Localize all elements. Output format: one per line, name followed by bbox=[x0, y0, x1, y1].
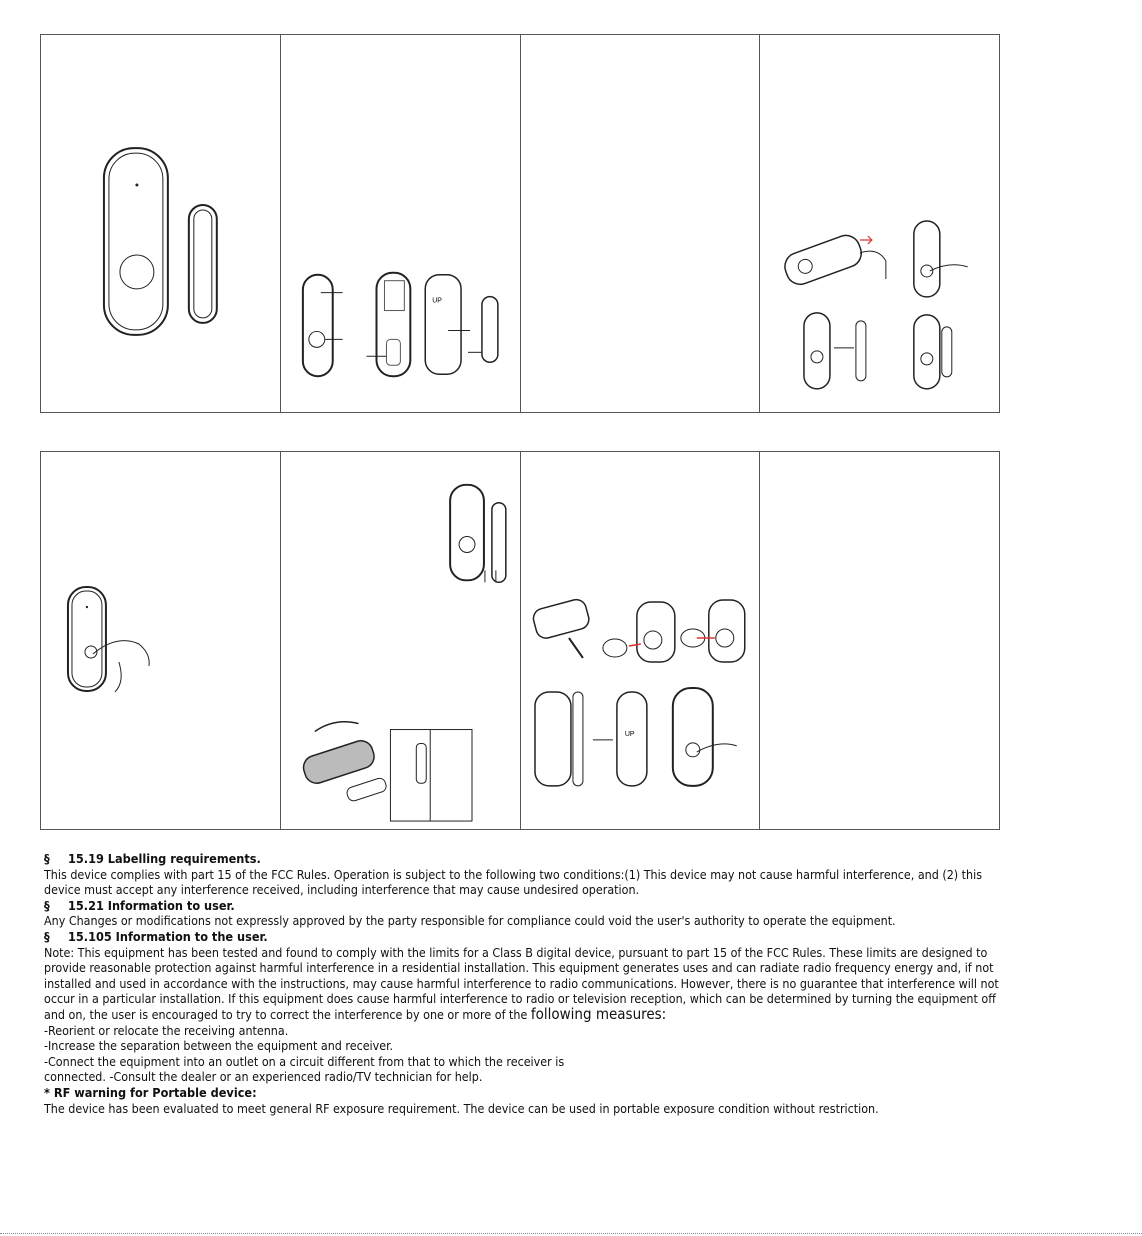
panel-battery-replacement bbox=[521, 452, 761, 829]
panel-empty bbox=[521, 35, 761, 412]
section-15-19-body: This device complies with part 15 of the FCC Rules. Operation is subject to the following two conditions:(1) This device may not cause harmful interference, and (2) this device must accept any interference received, including interference that may cause undesired operation. bbox=[44, 866, 983, 898]
section-15-21-heading: § 15.21 Information to user. bbox=[44, 897, 235, 913]
parts-exploded-illustration bbox=[281, 35, 520, 412]
press-button-illustration bbox=[41, 452, 280, 829]
illustration-row-1 bbox=[40, 34, 1000, 413]
measure-2: -Increase the separation between the equipment and receiver. bbox=[44, 1038, 394, 1054]
section-15-105-heading: § 15.105 Information to the user. bbox=[44, 928, 268, 944]
up-label-2: UP bbox=[624, 730, 635, 738]
panel-install bbox=[281, 452, 521, 829]
section-15-105-body: Note: This equipment has been tested and found to comply with the limits for a Class B digital device, pursuant to part 15 of the FCC Rules. These limits are designed to provide reasonable protection against harmful interference in a residential installation. This equipment generates uses and can radiate radio frequency energy and, if not installed and used in accordance with the instructions, may cause harmful interference to radio communications. However, there is no guarantee that interference will not occur in a particular installation. If this equipment does cause harmful interference to radio or television reception, which can be determined by turning the equipment off and on, the user is encouraged to try to correct the interference by one or more of the following measures: bbox=[44, 944, 999, 1023]
panel-product-overview bbox=[41, 35, 281, 412]
illustration-row-2 bbox=[40, 451, 1000, 830]
installation-illustration bbox=[281, 452, 520, 829]
section-15-19-heading: § 15.19 Labelling requirements. bbox=[44, 851, 261, 866]
battery-replacement-illustration bbox=[521, 452, 760, 829]
page-divider bbox=[0, 1233, 1142, 1234]
rf-warning-heading: * RF warning for Portable device: bbox=[44, 1084, 257, 1100]
panel-parts-exploded bbox=[281, 35, 521, 412]
up-label: UP bbox=[431, 297, 442, 305]
panel-empty-2 bbox=[760, 452, 999, 829]
panel-test-button bbox=[41, 452, 281, 829]
measure-1: -Reorient or relocate the receiving antenna. bbox=[44, 1022, 289, 1038]
measure-4: connected. -Consult the dealer or an experienced radio/TV technician for help. bbox=[44, 1069, 483, 1085]
panel-activation bbox=[760, 35, 999, 412]
activation-illustration bbox=[760, 35, 999, 412]
sensor-and-magnet-illustration bbox=[41, 35, 280, 412]
section-15-21-body: Any Changes or modifications not expressly approved by the party responsible for compliance could void the user's authority to operate the equipment. bbox=[44, 913, 896, 929]
fcc-statement bbox=[44, 851, 1004, 1116]
measure-3: -Connect the equipment into an outlet on a circuit different from that to which the receiver is bbox=[44, 1053, 565, 1069]
rf-warning-body: The device has been evaluated to meet general RF exposure requirement. The device can be used in portable exposure condition without restriction. bbox=[44, 1100, 879, 1116]
